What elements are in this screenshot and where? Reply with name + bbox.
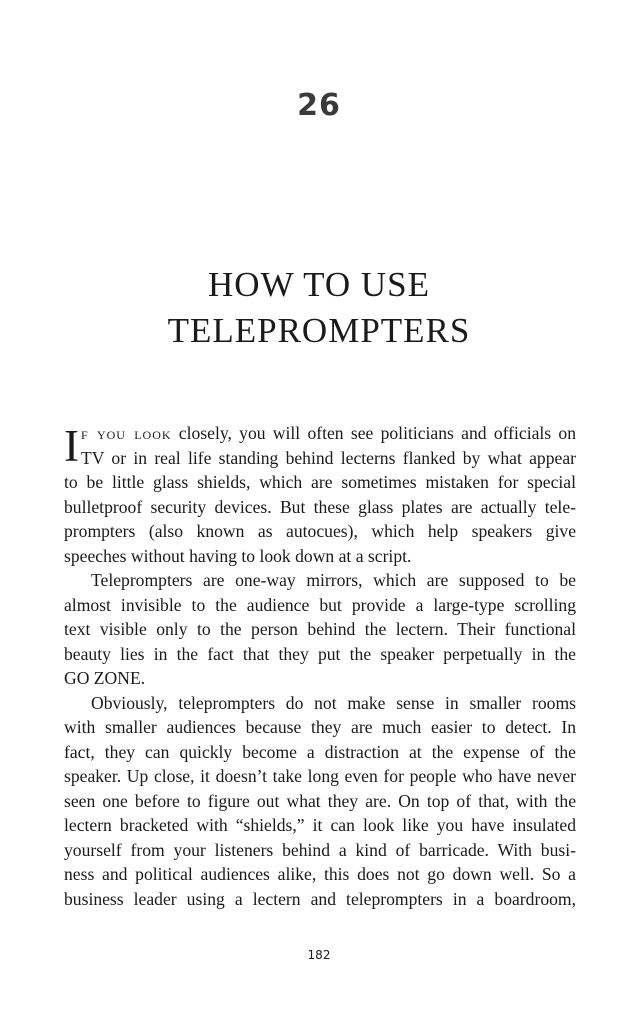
line-text: closely, you will often see politicians and officials on <box>171 423 576 443</box>
chapter-number: 26 <box>297 88 341 123</box>
paragraph-2-line-4: beauty lies in the fact that they put the speaker perpetually in the <box>64 643 576 664</box>
paragraph-2-line-2: almost invisible to the audience but provide a large-type scrolling <box>64 594 576 615</box>
page-number: 182 <box>307 948 331 962</box>
paragraph-3-line-7: yourself from your listeners behind a kind of barricade. With busi- <box>64 839 576 860</box>
paragraph-3-line-1: Obviously, teleprompters do not make sense in smaller rooms <box>91 692 576 713</box>
drop-cap: I <box>64 421 79 471</box>
chapter-title-line-2: TELEPROMPTERS <box>167 311 471 350</box>
paragraph-2-line-1: Teleprompters are one-way mirrors, which are supposed to be <box>91 570 576 590</box>
paragraph-1-line-6: speeches without having to look down at a script. <box>64 545 412 566</box>
paragraph-1-line-2: TV or in real life standing behind lecterns flanked by what appear <box>81 447 576 468</box>
paragraph-3-line-3: fact, they can quickly become a distraction at the expense of the <box>64 741 576 762</box>
lead-in-smallcaps: f you look <box>81 423 172 443</box>
paragraph-1-line-5: prompters (also known as autocues), which help speakers give <box>64 521 576 541</box>
paragraph-2-line-3: text visible only to the person behind the lectern. Their functional <box>64 619 576 639</box>
paragraph-3-line-8: ness and political audiences alike, this does not go down well. So a <box>64 864 576 884</box>
paragraph-3-line-6: lectern bracketed with “shields,” it can look like you have insulated <box>64 815 576 835</box>
paragraph-3-line-9: business leader using a lectern and teleprompters in a boardroom, <box>64 888 576 909</box>
paragraph-2-line-5: GO ZONE. <box>64 668 146 688</box>
body-text <box>64 421 576 911</box>
paragraph-3-line-5: seen one before to figure out what they are. On top of that, with the <box>64 790 576 811</box>
chapter-title <box>0 262 638 354</box>
paragraph-1-line-3: to be little glass shields, which are sometimes mistaken for special <box>64 472 576 492</box>
paragraph-3-line-4: speaker. Up close, it doesn’t take long even for people who have never <box>64 766 576 786</box>
paragraph-3-line-2: with smaller audiences because they are much easier to detect. In <box>64 717 576 737</box>
paragraph-1-line-4: bulletproof security devices. But these glass plates are actually tele- <box>64 496 576 517</box>
chapter-title-line-1: HOW TO USE <box>208 265 430 304</box>
